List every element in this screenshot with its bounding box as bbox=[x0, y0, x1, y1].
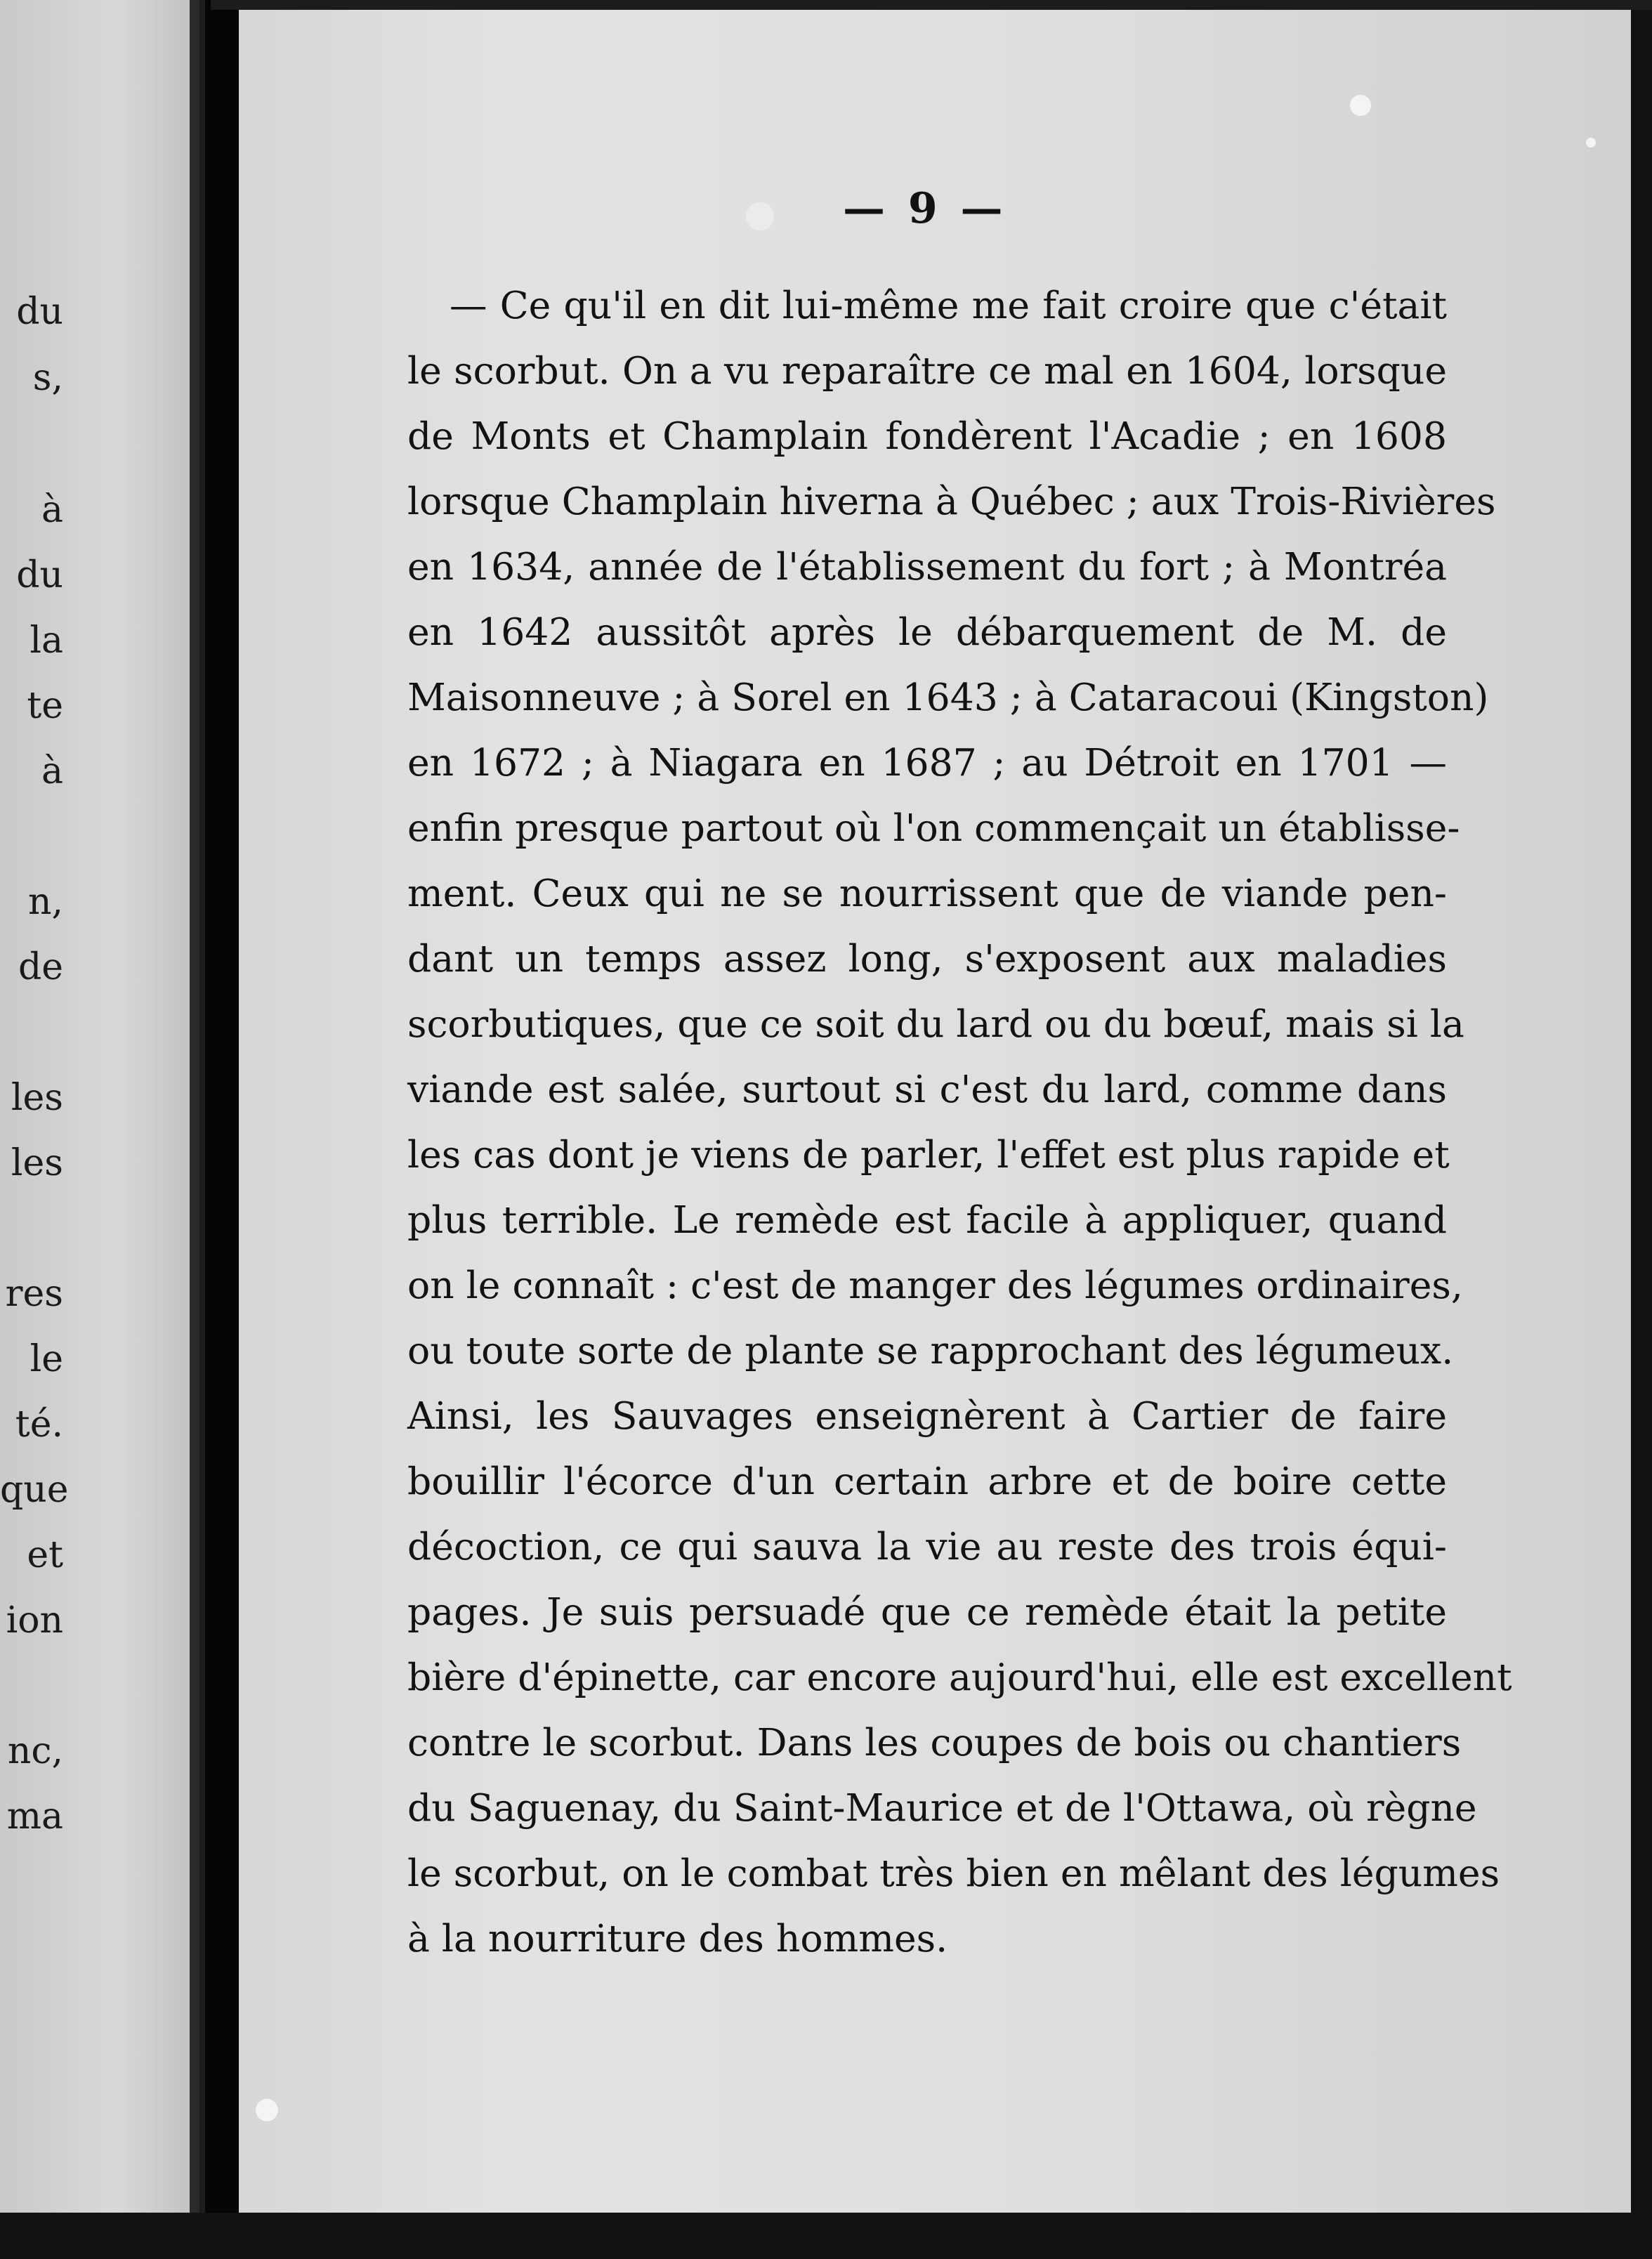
right-scan-border bbox=[1631, 0, 1652, 2259]
text-line: en 1672 ; à Niagara en 1687 ; au Détroit en 1701 — bbox=[407, 740, 1447, 785]
text-line: pages. Je suis persuadé que ce remède était la petite bbox=[407, 1590, 1447, 1634]
text-line: en 1634, année de l'établissement du fort ; à Montréa bbox=[407, 544, 1447, 589]
text-line: ou toute sorte de plante se rapprochant des légumeux. bbox=[407, 1328, 1454, 1373]
text-line: enfin presque partout où l'on commençait un établisse- bbox=[407, 806, 1460, 850]
text-line: bouillir l'écorce d'un certain arbre et de boire cette bbox=[407, 1459, 1447, 1503]
text-line: à la nourriture des hommes. bbox=[407, 1916, 948, 1960]
left-page-fragment: à bbox=[41, 489, 63, 531]
text-line: — Ce qu'il en dit lui-même me fait croire que c'était bbox=[450, 283, 1447, 327]
left-page-edge bbox=[190, 0, 199, 2234]
book-gutter bbox=[205, 0, 240, 2259]
left-page-fragment: les bbox=[11, 1142, 63, 1184]
left-page-fragment: à bbox=[41, 750, 63, 792]
left-page-fragment: que bbox=[0, 1469, 69, 1511]
text-line: on le connaît : c'est de manger des légumes ordinaires, bbox=[407, 1263, 1463, 1307]
dust-speck bbox=[746, 202, 774, 230]
left-page-fragment: le bbox=[29, 1338, 63, 1380]
text-line: bière d'épinette, car encore aujourd'hui, elle est excellent bbox=[407, 1655, 1512, 1699]
left-page-fragment: de bbox=[18, 946, 63, 988]
text-line: décoction, ce qui sauva la vie au reste des trois équi- bbox=[407, 1524, 1447, 1569]
left-page-fragment: s, bbox=[32, 357, 63, 399]
text-line: viande est salée, surtout si c'est du lard, comme dans bbox=[407, 1067, 1447, 1111]
left-page-fragment: du bbox=[16, 291, 63, 333]
text-line: le scorbut, on le combat très bien en mêlant des légumes bbox=[407, 1851, 1500, 1895]
text-line: en 1642 aussitôt après le débarquement de M. de bbox=[407, 610, 1447, 654]
left-page-fragment: ma bbox=[6, 1795, 63, 1838]
left-page-fragment: les bbox=[11, 1077, 63, 1119]
bottom-scan-border bbox=[0, 2213, 1652, 2259]
left-page-fragment: du bbox=[16, 554, 63, 596]
top-scan-border bbox=[211, 0, 1652, 10]
dust-speck bbox=[1350, 95, 1371, 116]
text-line: Maisonneuve ; à Sorel en 1643 ; à Cataracoui (Kingston) bbox=[407, 675, 1489, 719]
left-page-fragment: te bbox=[27, 685, 63, 727]
text-line: de Monts et Champlain fondèrent l'Acadie ; en 1608 bbox=[407, 414, 1447, 458]
text-line: les cas dont je viens de parler, l'effet est plus rapide et bbox=[407, 1132, 1450, 1177]
dust-speck bbox=[1586, 138, 1596, 148]
text-line: dant un temps assez long, s'exposent aux maladies bbox=[407, 936, 1447, 981]
text-line: contre le scorbut. Dans les coupes de bois ou chantiers bbox=[407, 1720, 1462, 1764]
left-page-fragment: et bbox=[27, 1534, 63, 1576]
left-page-fragment: res bbox=[5, 1273, 63, 1315]
text-line: Ainsi, les Sauvages enseignèrent à Cartier de faire bbox=[407, 1394, 1447, 1438]
left-page-fragment: ion bbox=[6, 1599, 63, 1642]
left-page-fragment: la bbox=[29, 620, 63, 662]
text-line: du Saguenay, du Saint-Maurice et de l'Ottawa, où règne bbox=[407, 1786, 1477, 1830]
page-number: — 9 — bbox=[843, 184, 1007, 233]
text-line: lorsque Champlain hiverna à Québec ; aux Trois-Rivières bbox=[407, 479, 1496, 523]
text-line: plus terrible. Le remède est facile à appliquer, quand bbox=[407, 1198, 1447, 1242]
left-page-fragment: n, bbox=[27, 881, 63, 923]
text-line: le scorbut. On a vu reparaître ce mal en 1604, lorsque bbox=[407, 348, 1447, 393]
left-page-fragment: nc, bbox=[7, 1730, 63, 1772]
text-line: ment. Ceux qui ne se nourrissent que de viande pen- bbox=[407, 871, 1447, 915]
dust-speck bbox=[256, 2099, 278, 2121]
left-page-fragment: té. bbox=[15, 1403, 63, 1446]
body-text bbox=[407, 273, 1512, 1971]
text-line: scorbutiques, que ce soit du lard ou du bœuf, mais si la bbox=[407, 1002, 1464, 1046]
